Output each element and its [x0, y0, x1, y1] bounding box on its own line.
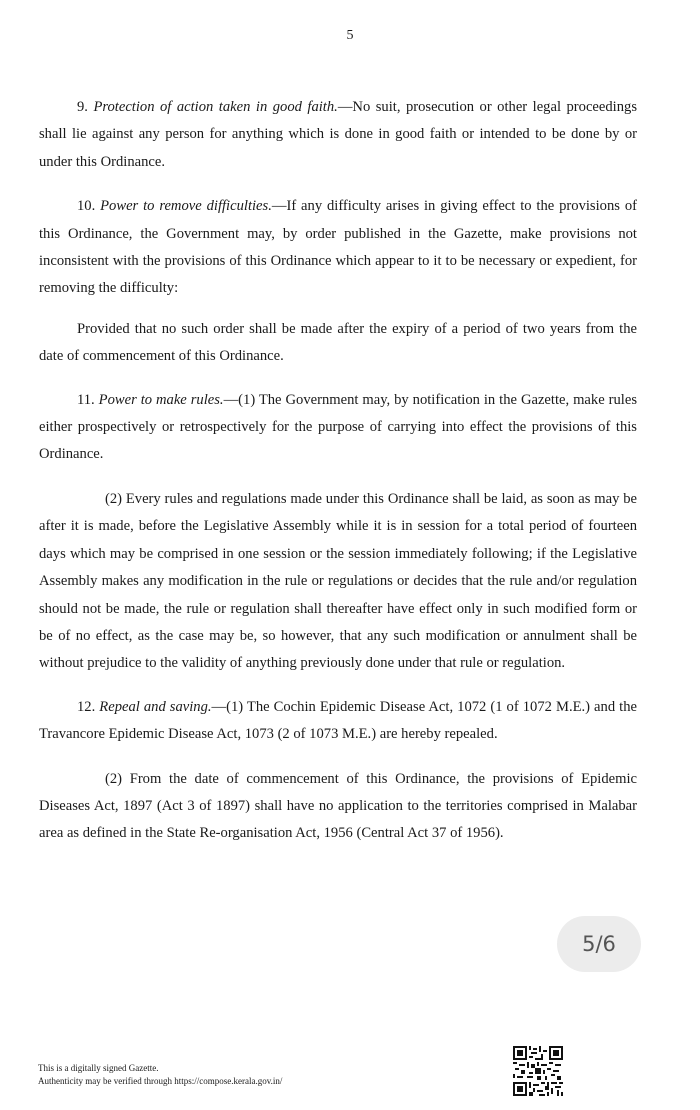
section-12-subsection-2	[39, 766, 637, 848]
section-heading: Repeal and saving.	[99, 698, 212, 715]
section-number: 11.	[77, 391, 95, 408]
section-text: —(1) The Government may, by notification in the Gazette, make rules either prospectively or retrospectively for the purpose of carrying into effect the provisions of this Ordinance.	[39, 391, 637, 463]
paragraph-text: Provided that no such order shall be made after the expiry of a period of two years from the date of commencement of this Ordinance.	[39, 320, 637, 365]
qr-code-icon	[513, 1046, 563, 1096]
page-number: 5	[346, 28, 354, 43]
paragraph-text: (2) Every rules and regulations made under this Ordinance shall be laid, as soon as may be after it is made, before the Legislative Assembly while it is in session for a total period of fourteen days which may be comprised in one session or the session immediately following; if the Legislative Assembly makes any modification in the rule or regulations or decides that the rule and/or regulation should not be made, the rule or regulation shall thereafter have effect only in such modified form or be of no effect, as the case may be, so however, that any such modification or annulment shall be without prejudice to the validity of anything previously done under that rule or regulation.	[39, 490, 637, 672]
section-12	[39, 694, 637, 749]
section-9	[39, 94, 637, 176]
section-number: 10.	[77, 198, 96, 215]
footer-line-signed: This is a digitally signed Gazette.	[38, 1063, 159, 1073]
section-number: 12.	[77, 698, 96, 715]
section-11-subsection-2	[39, 486, 637, 678]
section-text: —No suit, prosecution or other legal proceedings shall lie against any person for anything which is done in good faith or intended to be done by or under this Ordinance.	[39, 99, 637, 170]
footer-line-verify: Authenticity may be verified through https://compose.kerala.gov.in/	[38, 1076, 283, 1086]
section-heading: Power to remove difficulties.	[100, 198, 272, 215]
section-text: —(1) The Cochin Epidemic Disease Act, 1072 (1 of 1072 M.E.) and the Travancore Epidemic Disease Act, 1073 (2 of 1073 M.E.) are hereby repealed.	[39, 698, 637, 743]
section-text: —If any difficulty arises in giving effect to the provisions of this Ordinance, the Government may, by order published in the Gazette, make provisions not inconsistent with the provisions of this Ordinance which appear to it to be necessary or expedient, for removing the difficulty:	[39, 198, 637, 297]
section-heading: Power to make rules.	[98, 391, 224, 408]
section-10	[39, 193, 637, 303]
section-heading: Protection of action taken in good faith.	[93, 99, 338, 115]
paragraph-text: (2) From the date of commencement of this Ordinance, the provisions of Epidemic Diseases Act, 1897 (Act 3 of 1897) shall have no application to the territories comprised in Malabar area as defined in the State Re-organisation Act, 1956 (Central Act 37 of 1956).	[39, 770, 637, 842]
section-number: 9.	[77, 99, 88, 115]
section-10-proviso	[39, 316, 637, 371]
footer-note	[38, 1062, 282, 1088]
document-body	[39, 94, 637, 848]
section-11	[39, 387, 637, 469]
page-indicator-badge: 5/6	[557, 916, 641, 972]
